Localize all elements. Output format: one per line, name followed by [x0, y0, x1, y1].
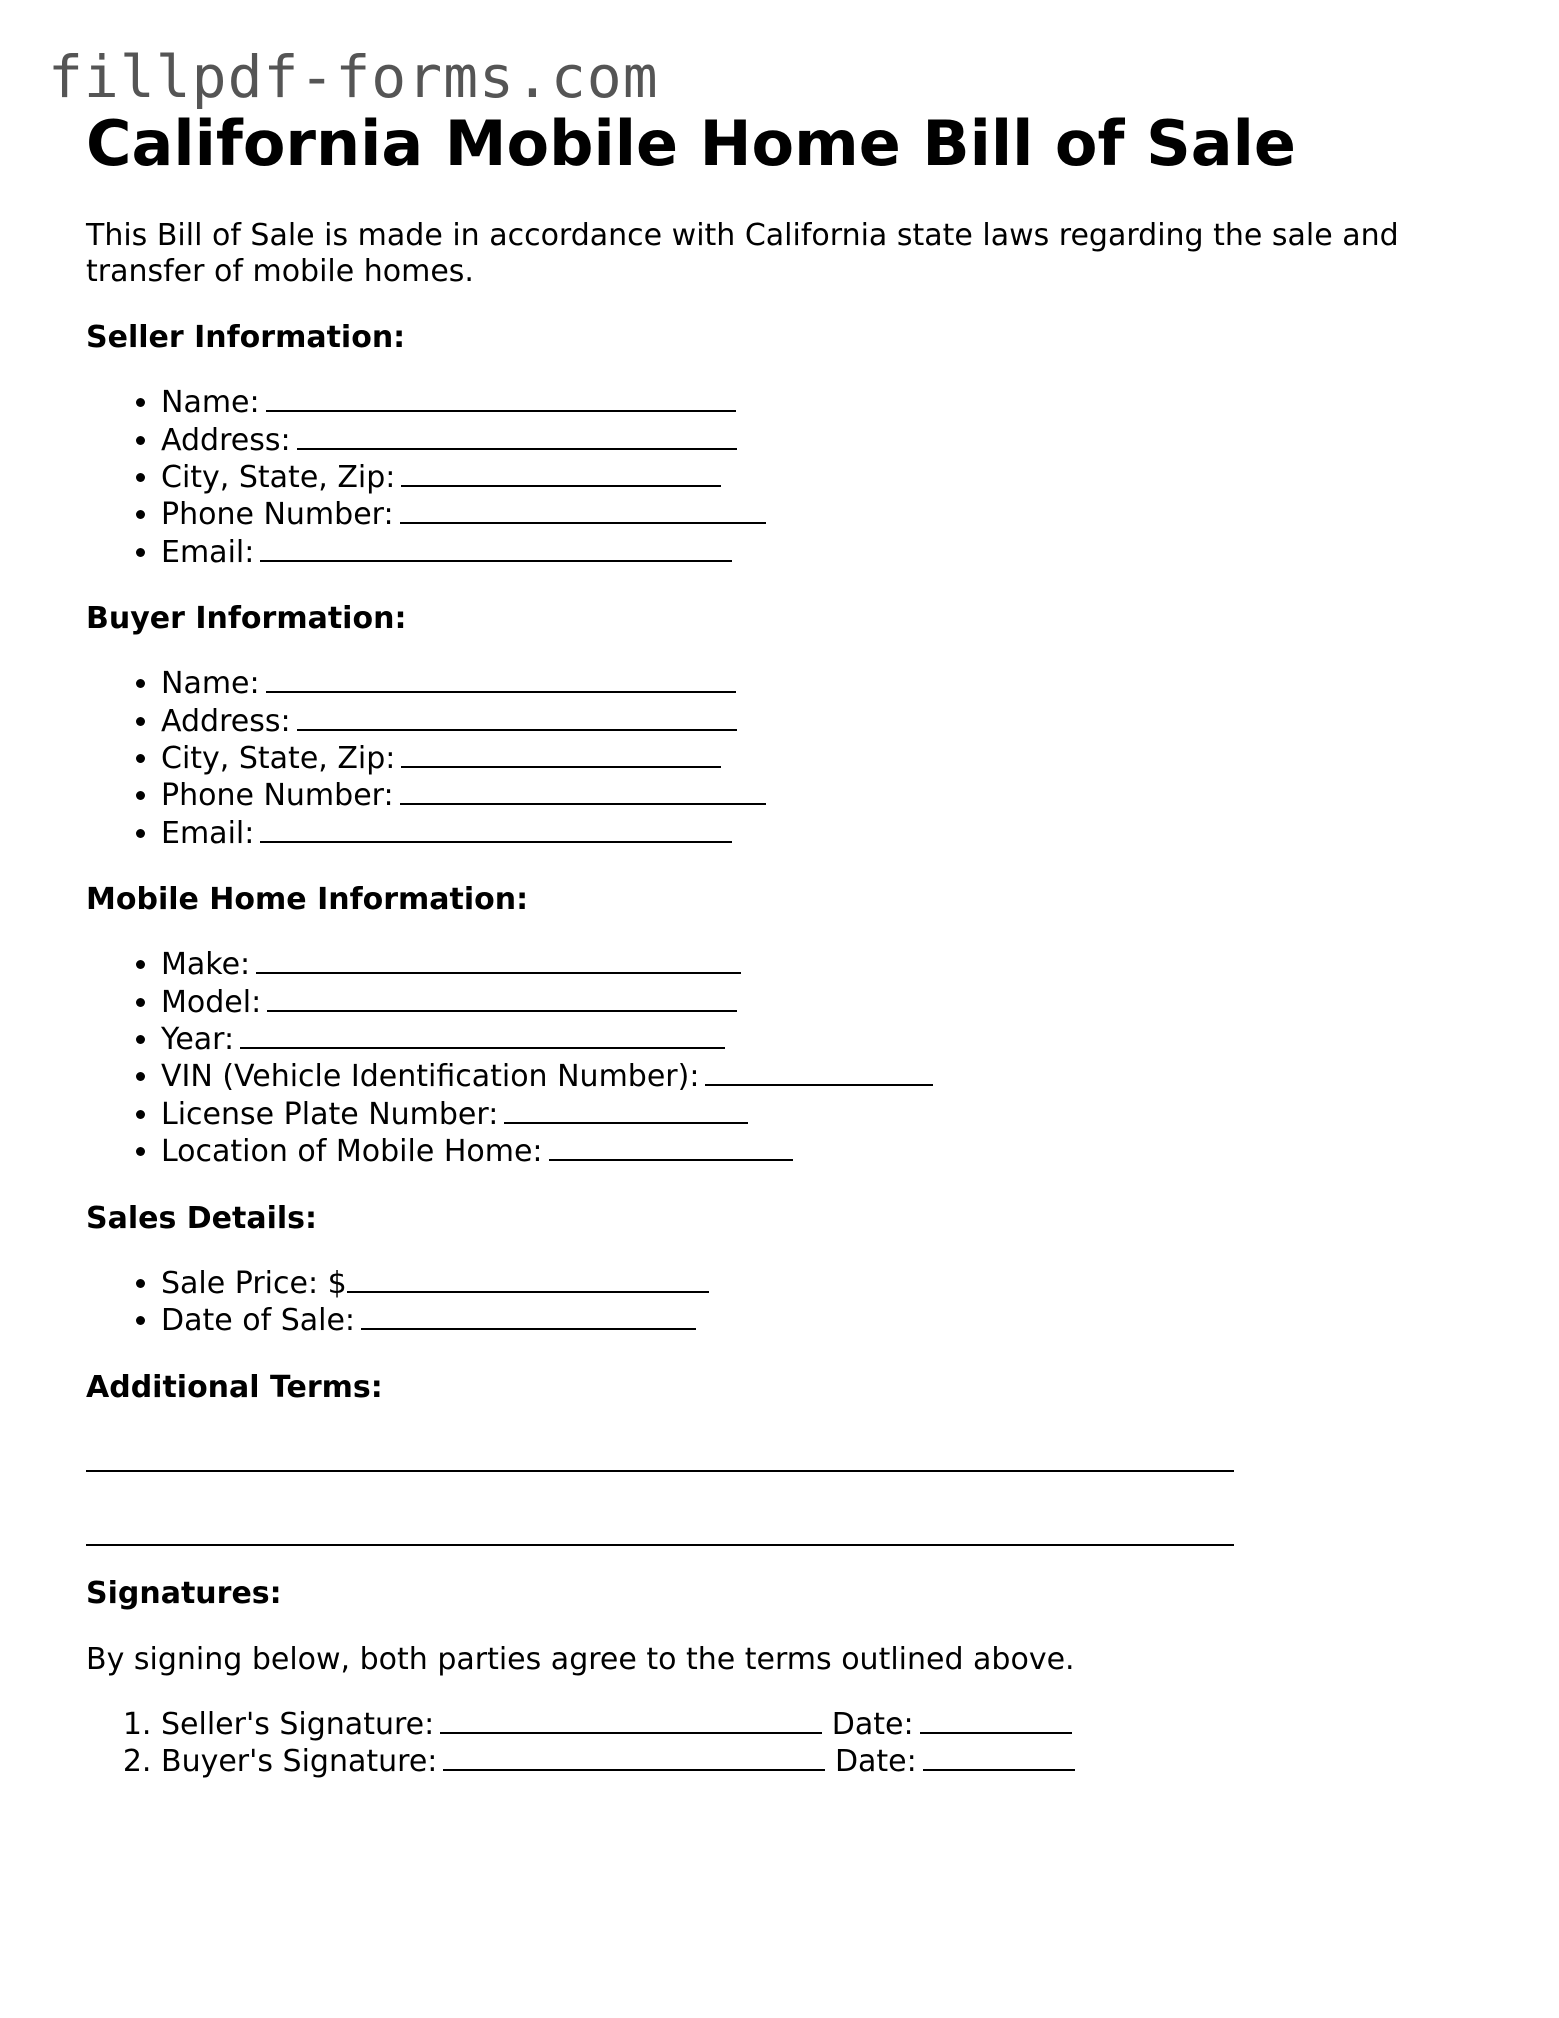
license-plate-label: License Plate Number: — [161, 1096, 499, 1132]
buyer-address-field[interactable] — [297, 703, 737, 731]
seller-signature-field[interactable] — [440, 1706, 822, 1734]
seller-email-label: Email: — [161, 534, 255, 570]
vin-label: VIN (Vehicle Identification Number): — [161, 1059, 700, 1095]
signature-list — [86, 1706, 1486, 1781]
date-of-sale-field[interactable] — [361, 1302, 696, 1330]
buyer-city-field[interactable] — [401, 740, 721, 768]
model-item — [161, 984, 1486, 1021]
seller-date-field[interactable] — [920, 1706, 1072, 1734]
seller-signature-item — [161, 1706, 1486, 1743]
location-label: Location of Mobile Home: — [161, 1134, 543, 1170]
buyer-email-item — [161, 815, 1486, 852]
year-label: Year: — [161, 1022, 235, 1058]
make-label: Make: — [161, 947, 251, 983]
buyer-phone-item — [161, 777, 1486, 814]
additional-terms-line-2[interactable] — [86, 1544, 1234, 1546]
buyer-name-item — [161, 665, 1486, 702]
buyer-date-label: Date: — [834, 1743, 917, 1779]
sales-heading: Sales Details: — [86, 1200, 318, 1236]
buyer-city-item — [161, 740, 1486, 777]
seller-address-field[interactable] — [297, 422, 737, 450]
mobile-home-heading: Mobile Home Information: — [86, 882, 529, 918]
seller-city-item — [161, 459, 1486, 496]
intro-paragraph: This Bill of Sale is made in accordance with California state laws regarding the sale and transfer of mobile homes. — [86, 218, 1399, 290]
seller-heading: Seller Information: — [86, 320, 406, 356]
make-item — [161, 946, 1486, 983]
signatures-text: By signing below, both parties agree to the terms outlined above. — [86, 1641, 1075, 1677]
date-of-sale-item — [161, 1302, 1486, 1339]
sale-price-label: Sale Price: $ — [161, 1265, 347, 1301]
model-label: Model: — [161, 984, 262, 1020]
buyer-city-label: City, State, Zip: — [161, 741, 396, 777]
buyer-address-label: Address: — [161, 703, 291, 739]
year-field[interactable] — [240, 1021, 725, 1049]
mobile-home-fields — [86, 946, 1486, 1170]
buyer-email-field[interactable] — [260, 815, 732, 843]
signatures-heading: Signatures: — [86, 1575, 282, 1611]
vin-item — [161, 1058, 1486, 1095]
vin-field[interactable] — [705, 1058, 933, 1086]
watermark: fillpdf-forms.com — [48, 43, 659, 111]
buyer-date-field[interactable] — [923, 1743, 1075, 1771]
seller-fields — [86, 384, 1486, 571]
additional-terms-heading: Additional Terms: — [86, 1369, 383, 1405]
location-field[interactable] — [549, 1133, 793, 1161]
location-item — [161, 1133, 1486, 1170]
seller-name-label: Name: — [161, 385, 260, 421]
buyer-address-item — [161, 703, 1486, 740]
seller-phone-label: Phone Number: — [161, 497, 394, 533]
sales-fields — [86, 1265, 1486, 1340]
seller-date-label: Date: — [831, 1706, 914, 1742]
license-plate-item — [161, 1096, 1486, 1133]
buyer-name-field[interactable] — [266, 665, 736, 693]
buyer-phone-label: Phone Number: — [161, 778, 394, 814]
buyer-heading: Buyer Information: — [86, 601, 407, 637]
sale-price-item — [161, 1265, 1486, 1302]
seller-name-item — [161, 384, 1486, 421]
year-item — [161, 1021, 1486, 1058]
model-field[interactable] — [267, 984, 737, 1012]
seller-city-label: City, State, Zip: — [161, 460, 396, 495]
make-field[interactable] — [256, 946, 741, 974]
seller-email-field[interactable] — [260, 534, 732, 562]
buyer-signature-item — [161, 1743, 1486, 1780]
seller-phone-field[interactable] — [400, 496, 766, 524]
buyer-phone-field[interactable] — [400, 777, 766, 805]
bill-of-sale-document — [86, 107, 1486, 1780]
seller-email-item — [161, 534, 1486, 571]
buyer-signature-label: Buyer's Signature: — [161, 1743, 438, 1779]
document-title: California Mobile Home Bill of Sale — [86, 107, 1296, 180]
additional-terms-line-1[interactable] — [86, 1470, 1234, 1472]
sale-price-field[interactable] — [347, 1265, 709, 1293]
seller-address-item — [161, 422, 1486, 459]
buyer-signature-field[interactable] — [443, 1743, 825, 1771]
seller-phone-item — [161, 496, 1486, 533]
buyer-name-label: Name: — [161, 666, 260, 702]
buyer-fields — [86, 665, 1486, 852]
seller-city-field[interactable] — [401, 459, 721, 487]
buyer-email-label: Email: — [161, 815, 255, 851]
seller-signature-label: Seller's Signature: — [161, 1706, 435, 1742]
seller-address-label: Address: — [161, 422, 291, 458]
date-of-sale-label: Date of Sale: — [161, 1303, 356, 1339]
seller-name-field[interactable] — [266, 384, 736, 412]
license-plate-field[interactable] — [504, 1096, 748, 1124]
